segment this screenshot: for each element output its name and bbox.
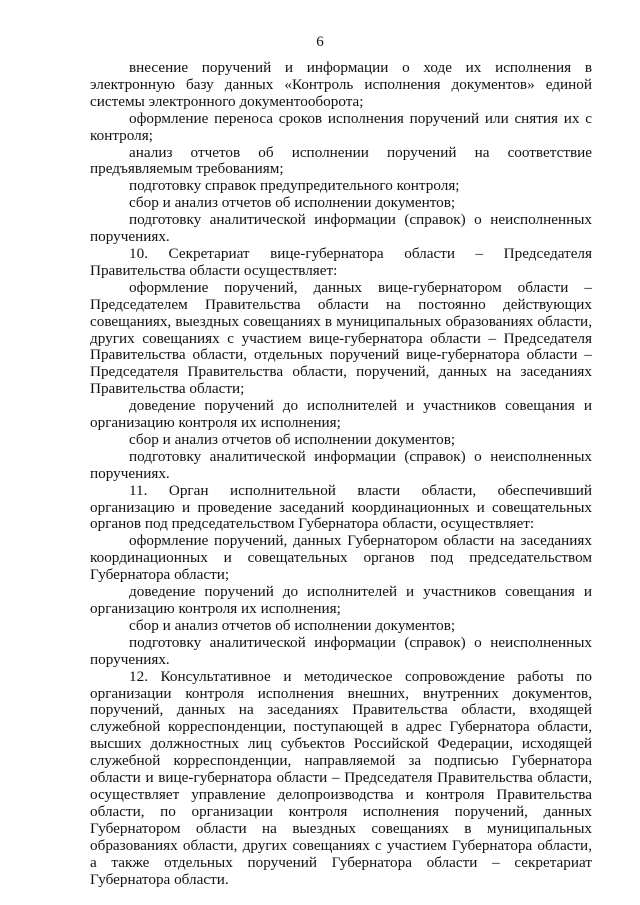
paragraph: подготовку справок предупредительного контроля; bbox=[129, 177, 460, 195]
paragraph: сбор и анализ отчетов об исполнении документов; bbox=[129, 194, 456, 212]
section-heading-paragraph: 12. Консультативное и методическое сопровождение работы по организации контроля исполнения внешних, внутренних документов, поручений, данных на заседаниях Правительства области, входящей служебной корреспонденции, поступающей в адрес Губернатора области, высших должностных лиц субъектов Российской Федерации, исходящей служебной корреспонденции, направляемой за подписью Губернатора области и вице-губернатора области – Председателя Правительства области, осуществляет управление делопроизводства и контроля Правительства области, по организации контроля исполнения поручений, данных Губернатором области на выездных совещаниях в муниципальных образованиях области, других совещаниях с участием Губернатора области, а также отдельных поручений Губернатора области – секретариат Губернатора области. bbox=[90, 667, 592, 888]
document-body bbox=[90, 60, 592, 888]
paragraph: оформление поручений, данных Губернатором области на заседаниях координационных и совещательных органов под председательством Губернатора области; bbox=[90, 532, 592, 584]
paragraph: оформление поручений, данных вице-губернатором области – Председателем Правительства области на постоянно действующих совещаниях, выездных совещаниях в муниципальных образованиях области, других совещаниях с участием вице-губернатора области – Председателя Правительства области, отдельных поручений вице-губернатора области – Председателя Правительства области, поручений, данных на заседаниях Правительства области; bbox=[90, 278, 592, 398]
paragraph: сбор и анализ отчетов об исполнении документов; bbox=[129, 616, 456, 634]
paragraph: подготовку аналитической информации (справок) о неисполненных поручениях. bbox=[90, 633, 592, 668]
paragraph: оформление переноса сроков исполнения поручений или снятия их с контроля; bbox=[90, 109, 592, 144]
paragraph: внесение поручений и информации о ходе их исполнения в электронную базу данных «Контроль исполнения документов» единой системы электронного документооборота; bbox=[90, 59, 592, 110]
paragraph: анализ отчетов об исполнении поручений на соответствие предъявляемым требованиям; bbox=[90, 143, 592, 178]
paragraph: доведение поручений до исполнителей и участников совещания и организацию контроля их исполнения; bbox=[90, 397, 592, 432]
paragraph: доведение поручений до исполнителей и участников совещания и организацию контроля их исполнения; bbox=[90, 583, 592, 617]
paragraph: подготовку аналитической информации (справок) о неисполненных поручениях. bbox=[90, 447, 592, 482]
paragraph: подготовку аналитической информации (справок) о неисполненных поручениях. bbox=[90, 211, 592, 246]
page-number: 6 bbox=[316, 34, 324, 50]
section-heading-paragraph: 11. Орган исполнительной власти области, обеспечивший организацию и проведение заседаний координационных и совещательных органов под председательством Губернатора области, осуществляет: bbox=[90, 481, 592, 533]
section-heading-paragraph: 10. Секретариат вице-губернатора области – Председателя Правительства области осуществляет: bbox=[90, 244, 592, 279]
paragraph: сбор и анализ отчетов об исполнении документов; bbox=[129, 430, 456, 448]
